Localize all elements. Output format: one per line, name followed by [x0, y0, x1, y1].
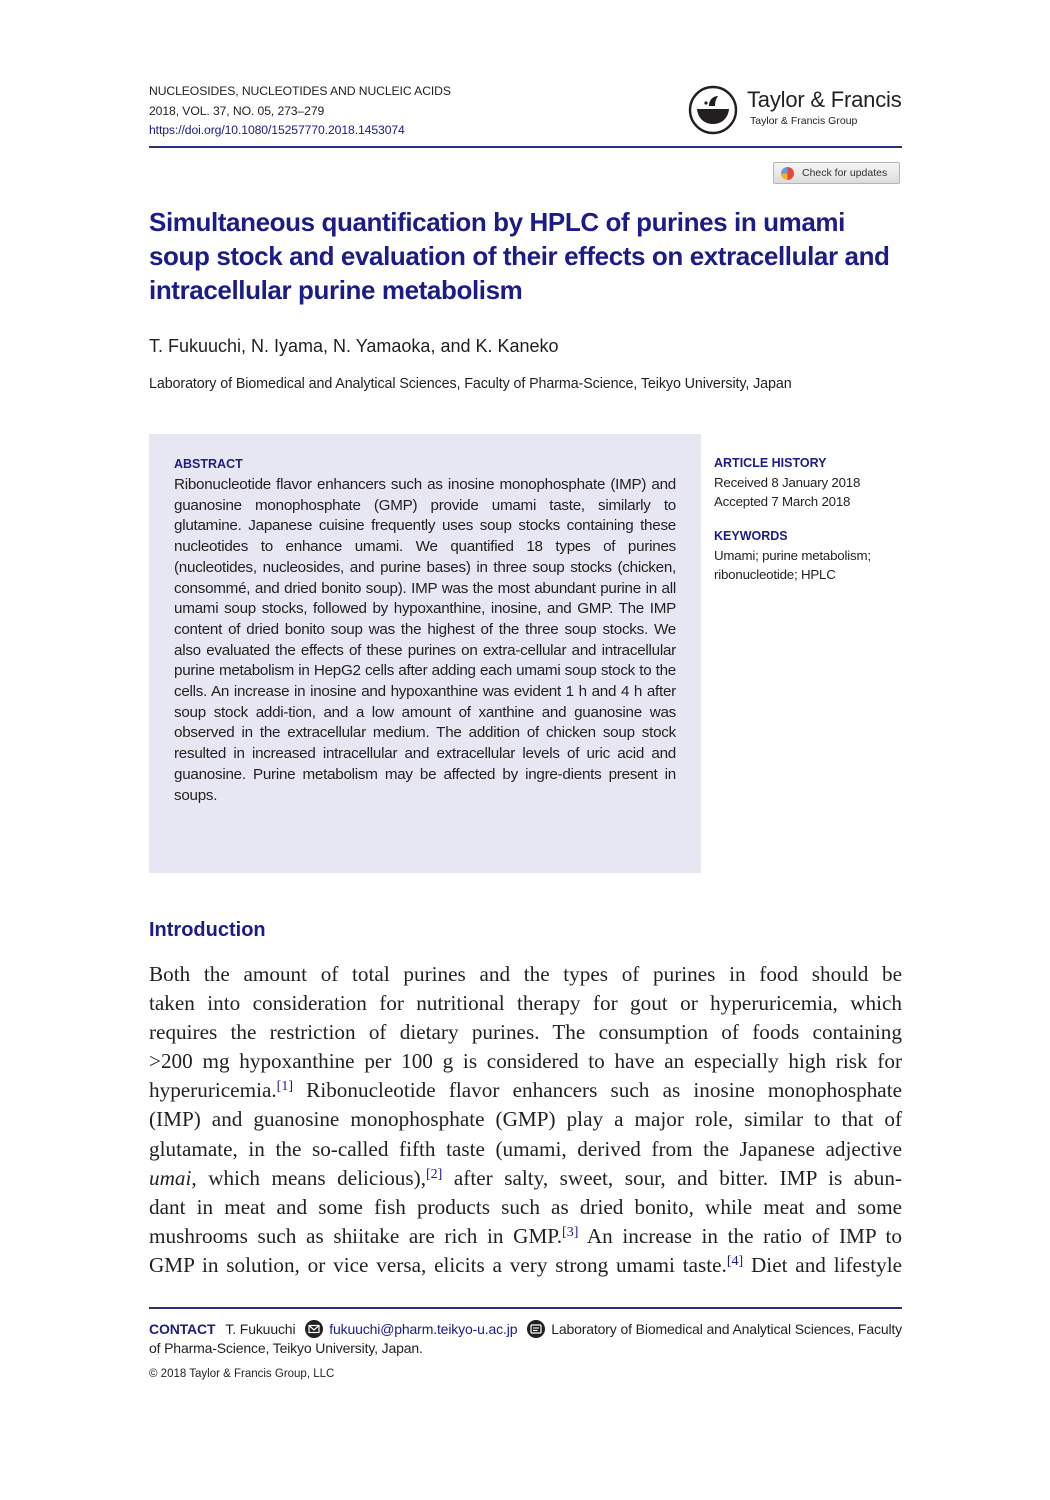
- intro-line: (IMP) and guanosine monophosphate (GMP) play a major role, similar to that of: [149, 1107, 902, 1132]
- journal-name: NUCLEOSIDES, NUCLEOTIDES AND NUCLEIC ACIDS: [149, 84, 451, 98]
- keywords-line-2: ribonucleotide; HPLC: [714, 567, 836, 582]
- doi-link[interactable]: https://doi.org/10.1080/15257770.2018.1453074: [149, 123, 405, 137]
- introduction-heading: Introduction: [149, 919, 266, 941]
- intro-line: [149, 1251, 902, 1280]
- article-title: Simultaneous quantification by HPLC of purines in umami soup stock and evaluation of their effects on extracellular and intracellular purine metabolism: [149, 207, 890, 305]
- intro-line: [149, 1222, 902, 1251]
- intro-line: dant in meat and some fish products such as dried bonito, while meat and some: [149, 1194, 902, 1219]
- accepted-date: Accepted 7 March 2018: [714, 494, 851, 509]
- volume-line: 2018, VOL. 37, NO. 05, 273–279: [149, 103, 325, 118]
- footer-divider: [149, 1307, 902, 1309]
- author-list: T. Fukuuchi, N. Iyama, N. Yamaoka, and K. Kaneko: [149, 336, 559, 356]
- citation-link[interactable]: [2]: [426, 1166, 443, 1182]
- intro-line: glutamate, in the so-called fifth taste (umami, derived from the Japanese adjective: [149, 1136, 902, 1161]
- intro-text: , which means delicious),: [191, 1165, 427, 1190]
- intro-text: Diet and lifestyle: [743, 1252, 902, 1277]
- intro-text: hyperuricemia.: [149, 1078, 277, 1103]
- check-for-updates-button[interactable]: [773, 162, 900, 184]
- received-date: Received 8 January 2018: [714, 475, 861, 490]
- contact-block: [149, 1320, 902, 1358]
- introduction-body: [149, 960, 902, 1280]
- intro-line: taken into consideration for nutritional therapy for gout or hyperuricemia, which: [149, 991, 902, 1016]
- journal-info: [149, 82, 451, 141]
- copyright: © 2018 Taylor & Francis Group, LLC: [149, 1368, 335, 1380]
- intro-line: >200 mg hypoxanthine per 100 g is considered to have an especially high risk for: [149, 1049, 902, 1074]
- address-icon: [527, 1320, 545, 1338]
- check-for-updates-label: Check for updates: [802, 167, 888, 179]
- intro-line: [149, 1076, 902, 1105]
- contact-label: CONTACT: [149, 1321, 216, 1337]
- intro-line: [149, 1164, 902, 1193]
- citation-link[interactable]: [3]: [562, 1224, 579, 1240]
- intro-text: An increase in the ratio of IMP to: [578, 1223, 902, 1248]
- intro-text: mushrooms such as shiitake are rich in GMP.: [149, 1223, 563, 1248]
- intro-text: Ribonucleotide flavor enhancers such as inosine monophosphate: [292, 1078, 902, 1103]
- affiliation: Laboratory of Biomedical and Analytical Sciences, Faculty of Pharma-Science, Teikyo University, Japan: [149, 376, 792, 392]
- intro-italic-term: umai: [149, 1165, 192, 1190]
- keywords-heading: KEYWORDS: [714, 529, 788, 543]
- keywords-line-1: Umami; purine metabolism;: [714, 548, 871, 563]
- abstract-heading: ABSTRACT: [174, 457, 243, 471]
- contact-address: Laboratory of Biomedical and Analytical Sciences, Faculty of Pharma-Science, Teikyo University, Japan.: [149, 1321, 903, 1356]
- email-icon: [305, 1320, 323, 1338]
- contact-name: T. Fukuuchi: [225, 1321, 296, 1337]
- intro-text: after salty, sweet, sour, and bitter. IMP is abun-: [442, 1165, 902, 1190]
- intro-text: GMP in solution, or vice versa, elicits a very strong umami taste.: [149, 1252, 727, 1277]
- contact-email-link[interactable]: fukuuchi@pharm.teikyo-u.ac.jp: [329, 1321, 518, 1337]
- publisher-group: Taylor & Francis Group: [750, 115, 858, 127]
- abstract-text: Ribonucleotide flavor enhancers such as inosine monophosphate (IMP) and guanosine monophosphate (GMP) provide umami taste, similarly to glutamine. Japanese cuisine frequently uses soup stocks containing these nucleotides to enhance umami. We quantified 18 types of purines (nucleotides, nucleosides, and purine bases) in three soup stocks (chicken, consommé, and dried bonito soup). IMP was the most abundant purine in all umami soup stocks, followed by hypoxanthine, inosine, and GMP. The IMP content of dried bonito soup was the highest of the three soup stocks. We also evaluated the effects of these purines on extra-cellular and intracellular purine metabolism in HepG2 cells after adding each umami soup stock to the cells. An increase in inosine and hypoxanthine was evident 1 h and 4 h after soup stock addi-tion, and a low amount of xanthine and guanosine was observed in the extracellular medium. The addition of chicken soup stock resulted in increased intracellular and extracellular levels of uric acid and guanosine. Purine metabolism may be affected by ingre-dients present in soups.: [174, 476, 676, 804]
- publisher-name: Taylor & Francis: [747, 87, 902, 112]
- crossmark-icon: [781, 167, 794, 180]
- intro-line: Both the amount of total purines and the types of purines in food should be: [149, 962, 902, 986]
- header-divider: [149, 146, 902, 148]
- citation-link[interactable]: [1]: [276, 1079, 293, 1095]
- article-history-heading: ARTICLE HISTORY: [714, 456, 827, 470]
- intro-line: requires the restriction of dietary purines. The consumption of foods containing: [149, 1020, 902, 1045]
- citation-link[interactable]: [4]: [726, 1253, 744, 1269]
